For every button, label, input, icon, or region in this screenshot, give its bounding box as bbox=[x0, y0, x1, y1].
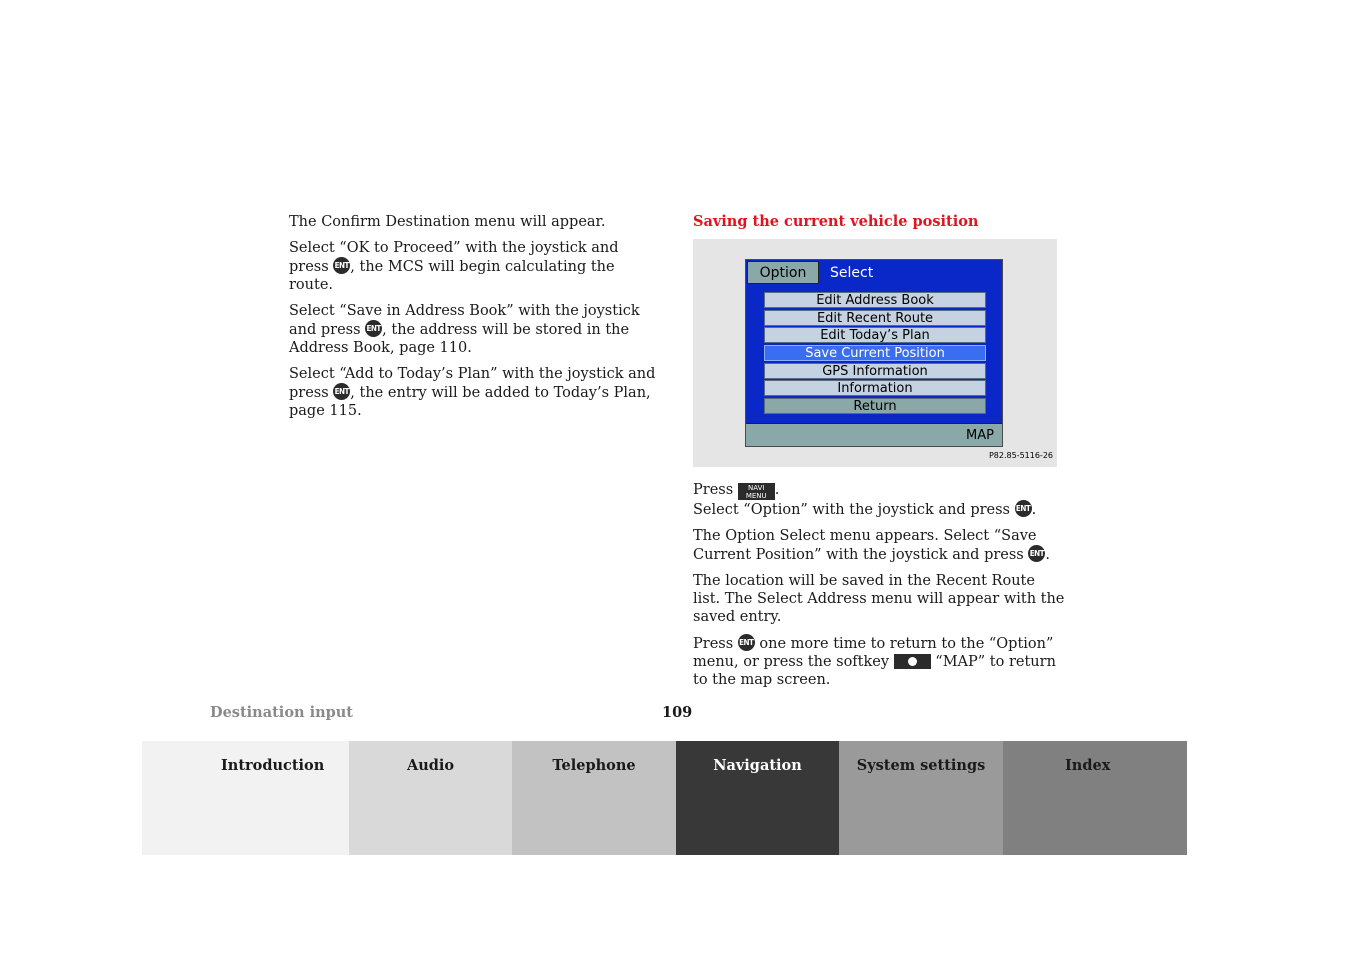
ent-button-icon: ENT bbox=[738, 634, 755, 651]
text: The Option Select menu appears. Select “Save Current Position” with the joystick and press bbox=[693, 528, 1037, 563]
menu-item-information: Information bbox=[764, 380, 986, 396]
ent-button-icon: ENT bbox=[1015, 500, 1032, 517]
tab-index[interactable]: Index bbox=[1003, 741, 1187, 855]
ent-button-icon: ENT bbox=[333, 257, 350, 274]
navi-menu-key-icon bbox=[738, 483, 775, 500]
text: . bbox=[774, 482, 780, 498]
tab-navigation[interactable]: Navigation bbox=[676, 741, 839, 855]
text: , the address will be stored in the Address Book, page 110. bbox=[289, 322, 630, 356]
section-heading: Saving the current vehicle position bbox=[693, 213, 979, 230]
paragraph-add-todays-plan bbox=[289, 365, 659, 420]
text: “MAP” to return to the map screen. bbox=[693, 654, 1056, 688]
paragraph-press-navi bbox=[693, 481, 1065, 519]
paragraph-option-select bbox=[693, 527, 1065, 564]
text: , the MCS will begin calculating the route. bbox=[289, 259, 615, 293]
ent-button-icon: ENT bbox=[333, 383, 350, 400]
text: Select “Option” with the joystick and press bbox=[693, 502, 1015, 518]
left-column bbox=[289, 213, 659, 428]
map-softkey-label: MAP bbox=[746, 423, 1002, 446]
tab-audio[interactable]: Audio bbox=[349, 741, 512, 855]
text: Select “Save in Address Book” with the joystick and press bbox=[289, 303, 640, 338]
text: Press bbox=[693, 482, 738, 498]
option-tab: Option bbox=[747, 261, 819, 284]
figure-code: P82.85-5116-26 bbox=[988, 451, 1053, 460]
paragraph-confirm-menu: The Confirm Destination menu will appear. bbox=[289, 214, 606, 230]
menu-item-edit-recent-route: Edit Recent Route bbox=[764, 310, 986, 326]
paragraph-save-address-book bbox=[289, 302, 659, 357]
tab-system-settings[interactable]: System settings bbox=[839, 741, 1003, 855]
text: , the entry will be added to Today’s Plan, page 115. bbox=[289, 385, 651, 419]
right-column bbox=[693, 213, 1065, 697]
softkey-icon bbox=[894, 654, 931, 669]
paragraph-return bbox=[693, 634, 1065, 689]
select-title: Select bbox=[830, 265, 874, 281]
tab-telephone[interactable]: Telephone bbox=[512, 741, 676, 855]
section-label: Destination input bbox=[210, 704, 354, 721]
text: Select “OK to Proceed” with the joystick and press bbox=[289, 240, 619, 275]
navigation-screen bbox=[745, 259, 1003, 447]
paragraph-location-saved: The location will be saved in the Recent Route list. The Select Address menu will appear with the saved entry. bbox=[693, 573, 1065, 625]
menu-item-gps-information: GPS Information bbox=[764, 363, 986, 379]
screen-figure bbox=[693, 239, 1057, 467]
ent-button-icon: ENT bbox=[365, 320, 382, 337]
menu-item-save-current-position: Save Current Position bbox=[764, 345, 986, 361]
text: . bbox=[1045, 547, 1050, 563]
ent-button-icon: ENT bbox=[1028, 545, 1045, 562]
tab-introduction[interactable]: Introduction bbox=[142, 741, 349, 855]
option-menu bbox=[764, 292, 986, 416]
menu-item-edit-address-book: Edit Address Book bbox=[764, 292, 986, 308]
text: Press bbox=[693, 636, 738, 652]
paragraph-ok-to-proceed bbox=[289, 239, 659, 294]
text: MENU bbox=[745, 492, 767, 500]
text: . bbox=[1031, 502, 1037, 518]
page-number: 109 bbox=[662, 704, 693, 721]
text: Select “Add to Today’s Plan” with the joystick and press bbox=[289, 366, 656, 401]
menu-item-edit-todays-plan: Edit Today’s Plan bbox=[764, 327, 986, 343]
menu-item-return: Return bbox=[764, 398, 986, 414]
text: one more time to return to the “Option” menu, or press the softkey bbox=[693, 636, 1054, 670]
text: NAVI bbox=[748, 484, 765, 492]
